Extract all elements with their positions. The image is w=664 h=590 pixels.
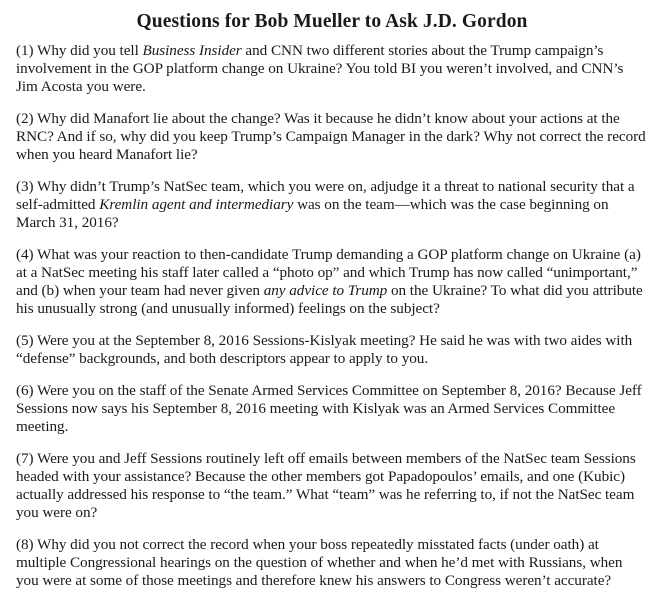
question-1 — [16, 42, 648, 96]
question-text: (8) Why did you not correct the record when your boss repeatedly misstated facts (under oath) at multiple Congressional hearings on the question of whether and when he’d met with Russians, when you were at some of those meetings and therefore knew his answers to Congress weren’t accurate? — [16, 536, 623, 589]
question-italic-text: any advice to Trump — [263, 282, 388, 299]
question-text: on the Ukraine? To what did you attribute his unusually strong (and unusually informed) feelings on the subject? — [16, 282, 643, 317]
question-italic-text: Kremlin agent and intermediary — [99, 196, 294, 213]
question-5 — [16, 332, 648, 368]
question-text: (7) Were you and Jeff Sessions routinely left off emails between members of the NatSec team Sessions headed with your assistance? Because the other members got Papadopoulos’ emails, and one (Kubic) actually addressed his response to “the team.” What “team” was he referring to, if not the NatSec team you were on? — [16, 450, 636, 521]
question-text: (2) Why did Manafort lie about the change? Was it because he didn’t know about your actions at the RNC? And if so, why did you keep Trump’s Campaign Manager in the dark? Why not correct the record when you heard Manafort lie? — [16, 110, 646, 163]
question-6 — [16, 382, 648, 436]
question-7 — [16, 450, 648, 522]
question-text: (3) Why didn’t Trump’s NatSec team, which you were on, adjudge it a threat to national security that a self-admitted — [16, 178, 635, 213]
document-title: Questions for Bob Mueller to Ask J.D. Gordon — [136, 11, 528, 32]
question-text: (6) Were you on the staff of the Senate Armed Services Committee on September 8, 2016? Because Jeff Sessions now says his September 8, 2016 meeting with Kislyak was an Armed Services Committee meeting. — [16, 382, 642, 435]
question-8 — [16, 536, 648, 590]
question-italic-text: Business Insider — [142, 42, 242, 59]
question-text: and CNN two different stories about the Trump campaign’s involvement in the GOP platform change on Ukraine? You told BI you weren’t involved, and CNN’s Jim Acosta you were. — [16, 42, 624, 95]
question-text: (5) Were you at the September 8, 2016 Sessions-Kislyak meeting? He said he was with two aides with “defense” backgrounds, and both descriptors appear to apply to you. — [16, 332, 633, 367]
question-2 — [16, 110, 648, 164]
question-text: (4) What was your reaction to then-candidate Trump demanding a GOP platform change on Ukraine (a) at a NatSec meeting his staff later called a “photo op” and which Trump has now called “unimportant,” and (b) when your team had never given — [16, 246, 641, 299]
question-text: (1) Why did you tell — [16, 42, 143, 59]
question-3 — [16, 178, 648, 232]
question-4 — [16, 246, 648, 318]
question-text: was on the team—which was the case beginning on March 31, 2016? — [16, 196, 609, 231]
